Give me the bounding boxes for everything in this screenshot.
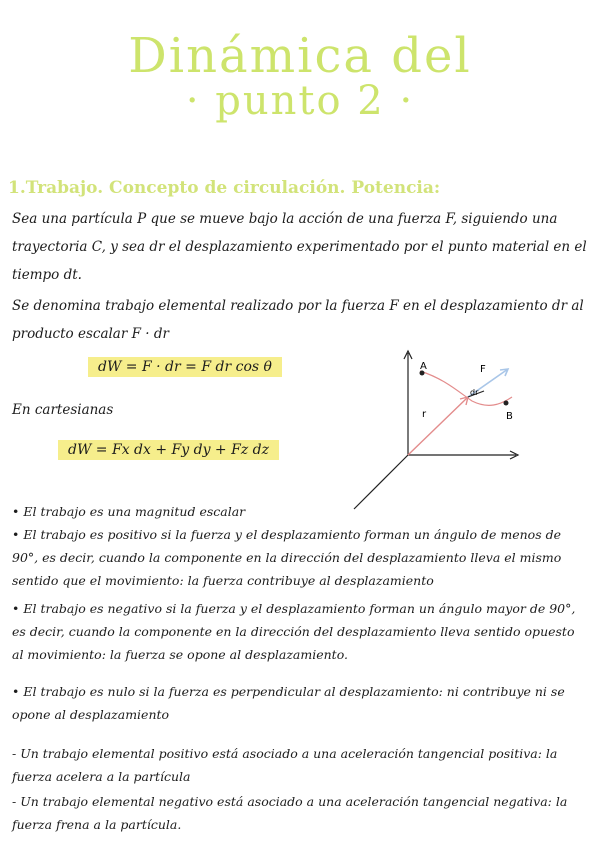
section-heading: 1.Trabajo. Concepto de circulación. Potencia: xyxy=(8,178,441,198)
label-f: F xyxy=(480,364,486,375)
paragraph-particle: Sea una partícula P que se mueve bajo la acción de una fuerza F, siguiendo una trayectoria C, y sea dr el desplazamiento experimentado por el punto material en el tiempo dt. xyxy=(12,211,587,283)
paragraph-elemental-work: Se denomina trabajo elemental realizado por la fuerza F en el desplazamiento dr al producto escalar F · dr xyxy=(12,298,584,342)
bullet-scalar: • El trabajo es una magnitud escalar xyxy=(12,504,246,519)
equation-cartesian: dW = Fx dx + Fy dy + Fz dz xyxy=(58,440,279,460)
bullet-null: • El trabajo es nulo si la fuerza es perpendicular al desplazamiento: ni contribuye ni se opone al desplazamiento xyxy=(12,684,565,722)
cartesian-label: En cartesianas xyxy=(12,402,114,418)
label-dr: dr xyxy=(470,388,479,397)
label-r: r xyxy=(422,409,427,420)
force-displacement-diagram xyxy=(350,345,530,515)
point-b xyxy=(504,401,509,406)
bullet-positive: • El trabajo es positivo si la fuerza y el desplazamiento forman un ángulo de menos de 90°, es decir, cuando la componente en la dirección del desplazamiento lleva el mismo sentido que el movimiento: la fuerza contribuye al desplazamiento xyxy=(12,527,562,588)
position-vector xyxy=(408,397,468,455)
label-b: B xyxy=(506,411,513,422)
bullet-negative: • El trabajo es negativo si la fuerza y el desplazamiento forman un ángulo mayor de 90°, es decir, cuando la componente en la dirección del desplazamiento lleva sentido opuesto al movimiento: la fuerza se opone al desplazamiento. xyxy=(12,601,576,662)
page-title-line1: Dinámica del xyxy=(128,28,472,84)
note-positive: - Un trabajo elemental positivo está asociado a una aceleración tangencial positiva: la fuerza acelera a la partícula xyxy=(12,746,558,784)
equation-dot-product: dW = F · dr = F dr cos θ xyxy=(88,357,282,377)
label-a: A xyxy=(420,361,427,372)
note-negative: - Un trabajo elemental negativo está asociado a una aceleración tangencial negativa: la fuerza frena a la partícula. xyxy=(12,794,568,832)
page-title-line2: · punto 2 · xyxy=(185,78,415,124)
